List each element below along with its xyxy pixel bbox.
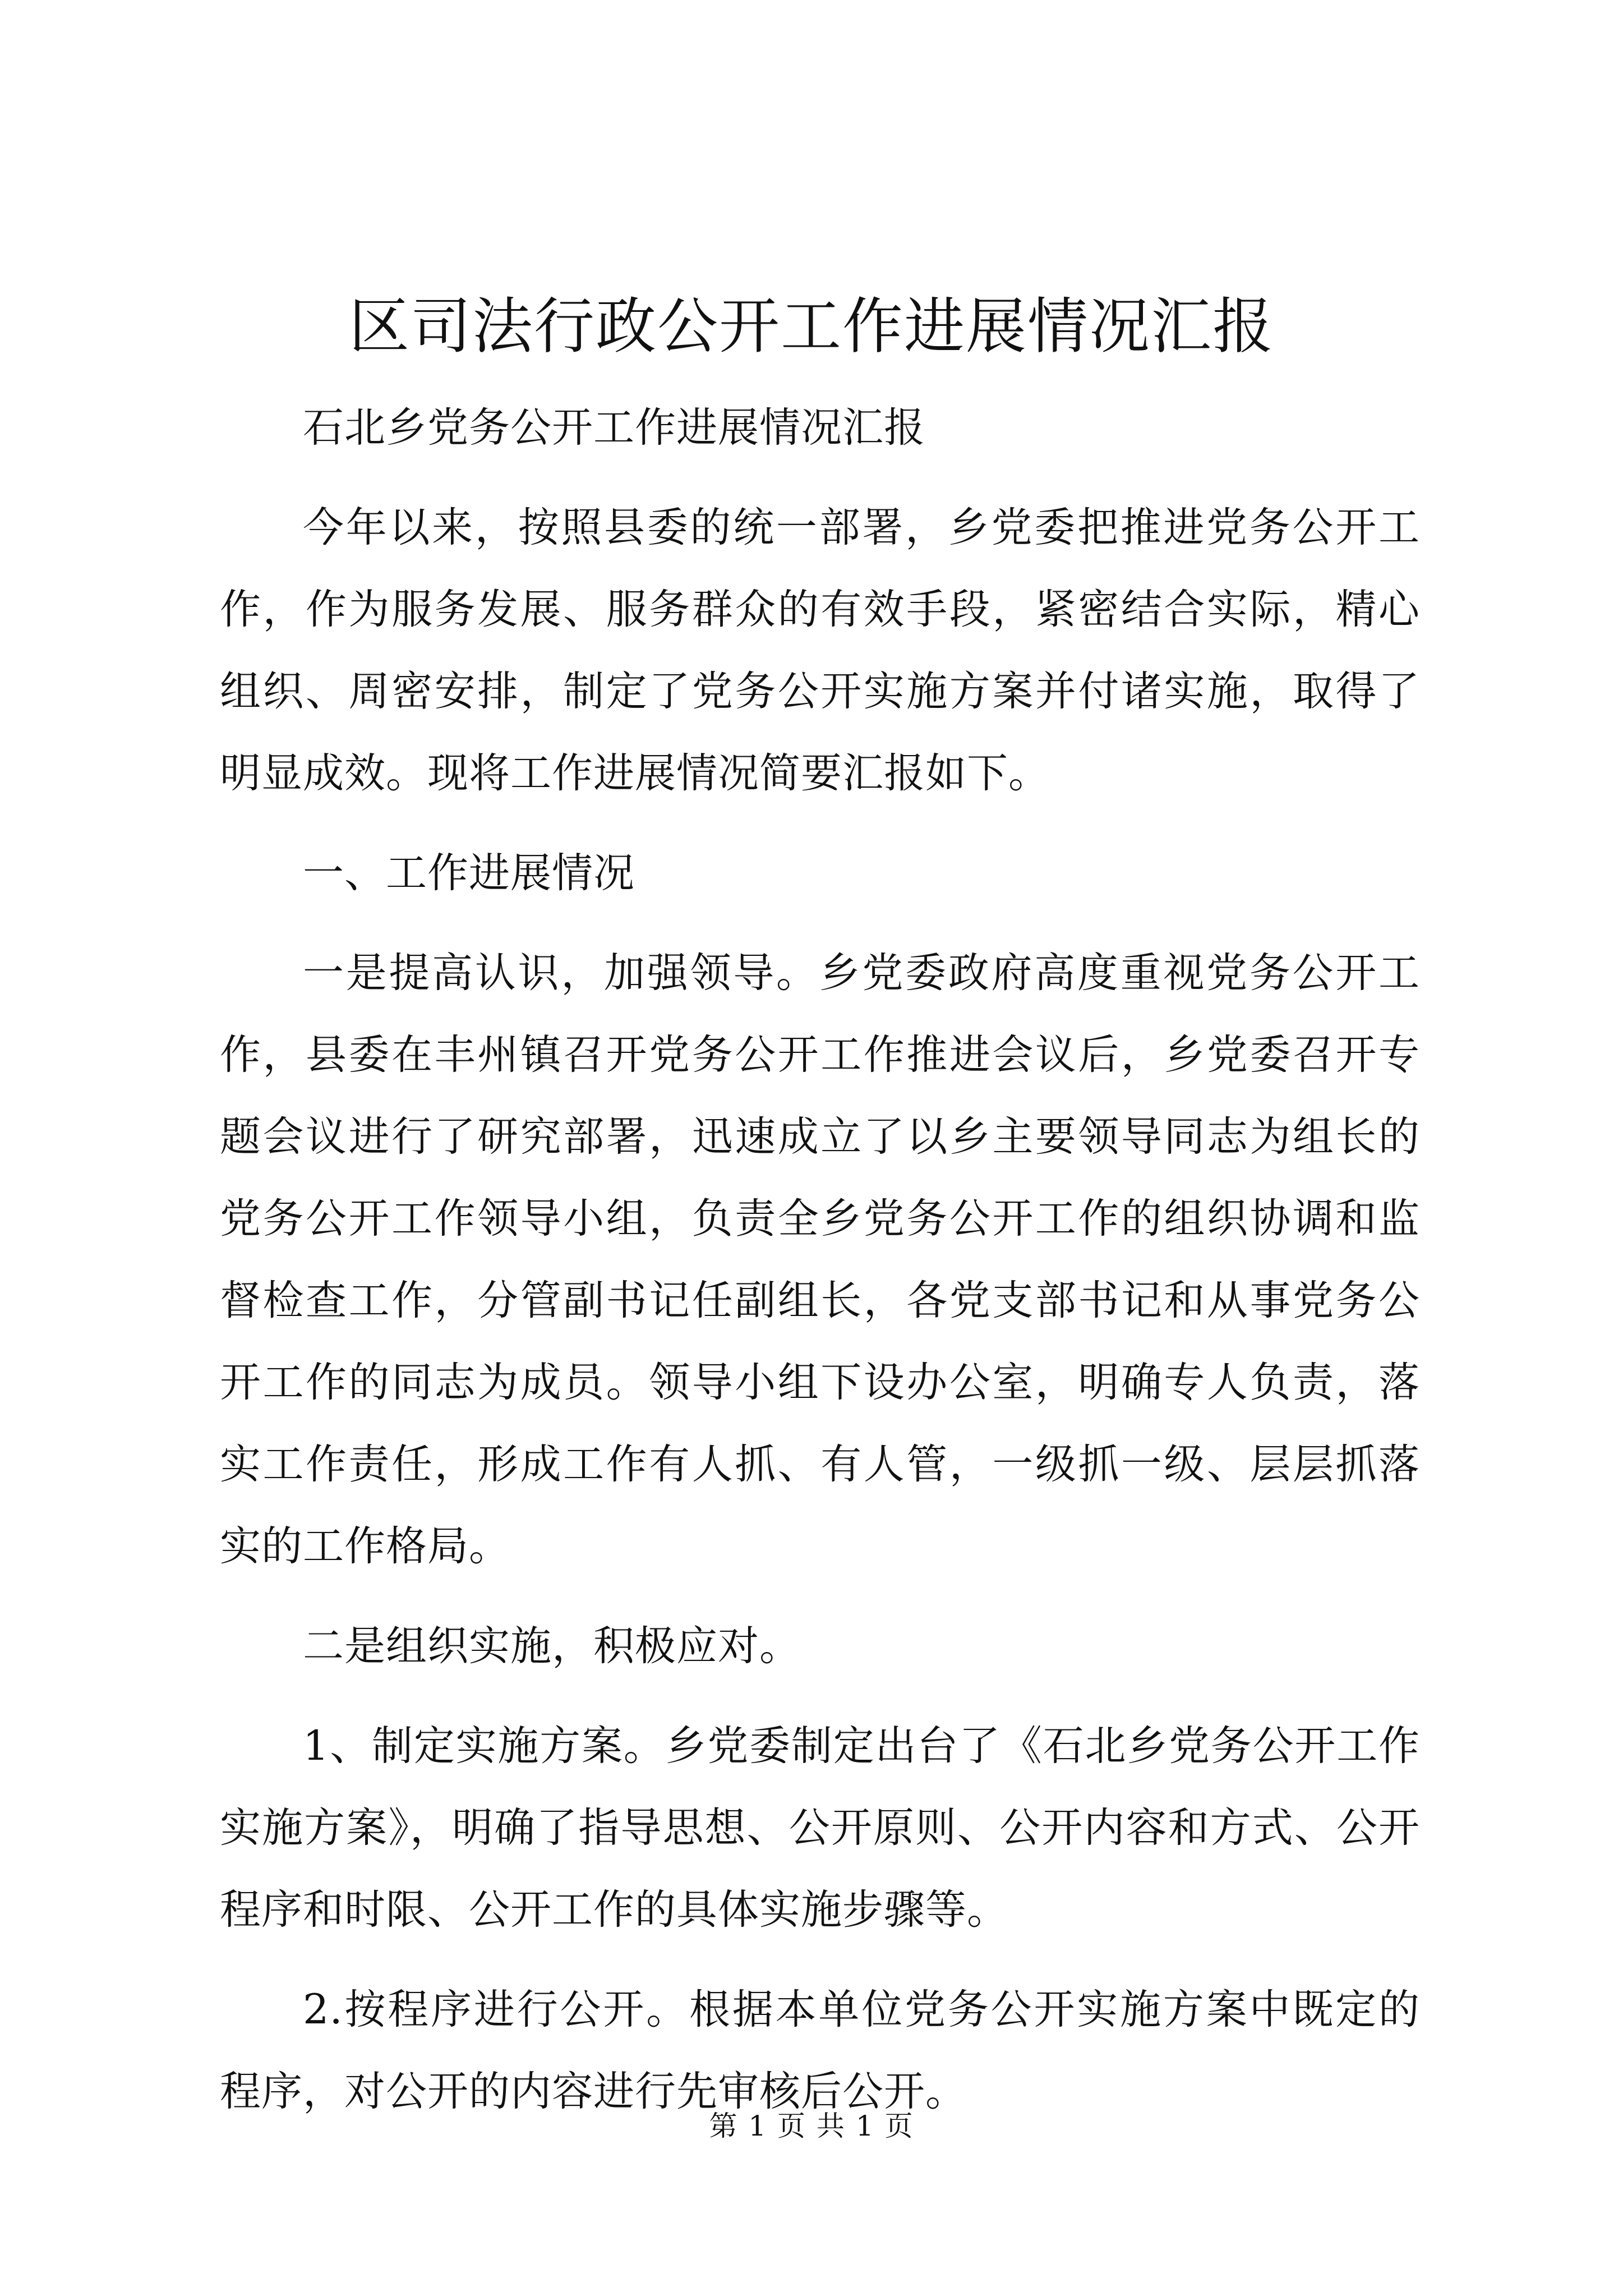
paragraph-subtitle: 石北乡党务公开工作进展情况汇报 (303, 404, 925, 452)
document-title: 区司法行政公开工作进展情况汇报 (348, 292, 1274, 362)
section-heading: 一、工作进展情况 (303, 849, 635, 897)
page-number-footer: 第 1 页 共 1 页 (709, 2110, 914, 2142)
document-body (220, 387, 1420, 2151)
paragraph-implementation: 二是组织实施，积极应对。 (303, 1622, 801, 1670)
paragraph-procedure: 2.按程序进行公开。根据本单位党务公开实施方案中既定的程序，对公开的内容进行先审核后公开。 (220, 1986, 1420, 2115)
paragraph-intro: 今年以来，按照县委的统一部署，乡党委把推进党务公开工作，作为服务发展、服务群众的有效手段，紧密结合实际，精心组织、周密安排，制定了党务公开实施方案并付诸实施，取得了明显成效。现将工作进展情况简要汇报如下。 (220, 504, 1420, 797)
paragraph-plan: 1、制定实施方案。乡党委制定出台了《石北乡党务公开工作实施方案》，明确了指导思想、公开原则、公开内容和方式、公开程序和时限、公开工作的具体实施步骤等。 (220, 1722, 1420, 1934)
paragraph-leadership: 一是提高认识，加强领导。乡党委政府高度重视党务公开工作，县委在丰州镇召开党务公开工作推进会议后，乡党委召开专题会议进行了研究部署，迅速成立了以乡主要领导同志为组长的党务公开工作领导小组，负责全乡党务公开工作的组织协调和监督检查工作，分管副书记任副组长，各党支部书记和从事党务公开工作的同志为成员。领导小组下设办公室，明确专人负责，落实工作责任，形成工作有人抓、有人管，一级抓一级、层层抓落实的工作格局。 (220, 949, 1420, 1570)
